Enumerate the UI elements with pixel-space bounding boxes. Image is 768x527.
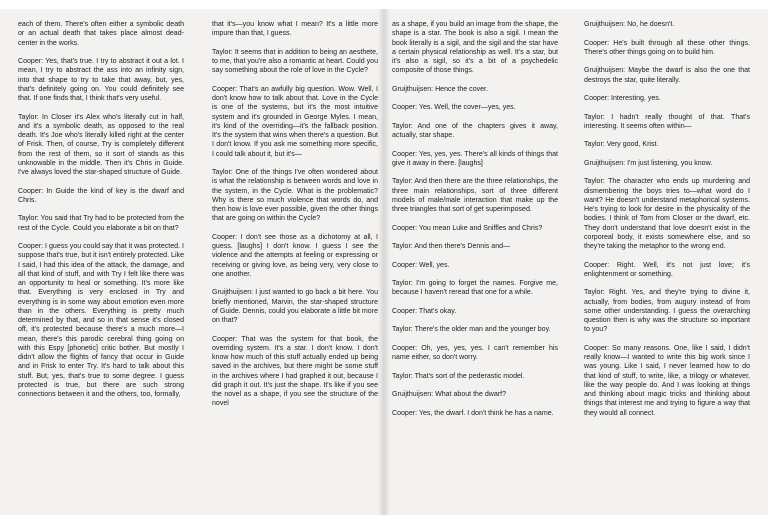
paragraph: Taylor: And one of the chapters gives it away, actually, star shape.: [392, 122, 558, 139]
paragraph: Cooper: That's okay.: [392, 307, 457, 315]
paragraph: Cooper: Right. Well, it's not just love; it's enlightenment or something.: [584, 261, 750, 278]
paragraph: Taylor: And then there's Dennis and—: [392, 243, 511, 250]
paragraph: Taylor: You said that Try had to be protected from the rest of the Cycle. Could you elaborate a bit on that?: [18, 215, 184, 232]
paragraph: as a shape, if you build an image from the shape, the shape is a star. The book is also a sigil. I mean the book literally is a sigil, and the sigil and the star have a certain physical relationship as well. It's a star, but it's also a sigil, so it's a bit of a psychedelic composite of those things.: [392, 21, 558, 75]
paragraph: Taylor: That's sort of the pederastic model.: [392, 372, 525, 380]
paragraph: Gruijthuijsen: Maybe the dwarf is also the one that destroys the star, quite literally.: [584, 67, 750, 84]
paragraph: Taylor: Right. Yes, and they're trying to divine it, actually, from bodies, from augury instead of from some other understanding. I guess the overarching question then is why was the structure so important to you?: [584, 289, 750, 334]
paragraph: Taylor: There's the older man and the younger boy.: [392, 326, 551, 334]
paragraph: Cooper: Yes. Well, the cover—yes, yes.: [392, 104, 516, 112]
paragraph: each of them. There's often either a symbolic death or an actual death that takes place almost dead-center in the works.: [18, 21, 184, 47]
paragraph: Cooper: In Guide the kind of key is the dwarf and Chris.: [18, 187, 184, 204]
book-gutter: [378, 9, 390, 515]
paragraph: Cooper: Yes, that's true. I try to abstract it out a lot. I mean, I try to abstract the ass into an infinity sign, into that shape to try to take that away, but, yes, that's definitely going on. You could definitely see that. If one finds that, I think that's very useful.: [18, 58, 184, 102]
paragraph: Gruijthuijsen: What about the dwarf?: [392, 391, 506, 398]
paragraph: Gruijthuijsen: I just wanted to go back a bit here. You briefly mentioned, Marvin, the star-shaped structure of Guide. Dennis, could you elaborate a little bit more on that?: [212, 289, 378, 324]
paragraph: Taylor: The character who ends up murdering and dismembering the boys tries to—what word do I want? He doesn't understand metaphorical systems. He's trying to look for desire in the physicality of the bodies. I think of Tom from Closer or the dwarf, etc. They don't understand that love doesn't exist in the corporeal body, it exists somewhere else, and so they're taking the metaphor to the wrong end.: [584, 178, 750, 250]
left-page-column-2: [212, 20, 378, 418]
paragraph: Taylor: And then there are the three relationships, the three main relationships, sort of three different models of male/male interaction that make up the three triangles that sort of get superimposed.: [392, 178, 558, 213]
right-page: [384, 9, 768, 515]
paragraph: Gruijthuijsen: No, he doesn't.: [584, 21, 675, 28]
paragraph: Cooper: I don't see those as a dichotomy at all, I guess. [laughs] I don't know. I guess I see the violence and the attempts at feeling or expressing or receiving or giving love, as being very, very close to one another.: [212, 233, 378, 278]
right-page-column-1: [392, 20, 558, 427]
paragraph: Cooper: Well, yes.: [392, 261, 450, 269]
paragraph: Cooper: That was the system for that book, the overriding system. It's a star. I don't know. I don't know how much of this stuff actually ended up being saved in the archives, but there might be some stuff in the archives where I had graphed it out, because I did graph it out. It's just the shape. It's like if you see the novel as a shape, if you see the structure of the novel: [212, 335, 378, 408]
paragraph: Cooper: Oh, yes, yes, yes. I can't remember his name either, so don't worry.: [392, 344, 558, 361]
right-page-column-2: [584, 20, 750, 427]
paragraph: Taylor: In Closer it's Alex who's literally cut in half, and it's a symbolic death, as opposed to the real death. It's Joe who's literally killed right at the center of Frisk. Then, of course, Try is completely different from the rest of them, so it sort of stands as this unknowable in the middle. Then it's Chris in Guide. I've always loved the star-shaped structure of Guide.: [18, 113, 184, 176]
paragraph: Taylor: I hadn't really thought of that. That's interesting. It seems often within—: [584, 113, 750, 130]
paragraph: Taylor: Very good, Krist.: [584, 141, 659, 149]
paragraph: Cooper: Interesting, yes.: [584, 95, 661, 102]
paragraph: Cooper: So many reasons. One, like I said, I didn't really know—I wanted to write this big work since I was young. Like I said, I never learned how to do that kind of stuff, to write, like, a trilogy or whatever, like the way people do. And I was looking at things and thinking about magic tricks and thinking about things that interest me and trying to figure a way that they would all connect.: [584, 344, 750, 417]
paragraph: Cooper: You mean Luke and Sniffles and Chris?: [392, 224, 543, 232]
left-page-column-1: [18, 20, 184, 409]
paragraph: Gruijthuijsen: Hence the cover.: [392, 85, 488, 93]
paragraph: Cooper: He's built through all these other things. There's other things going on to build him.: [584, 39, 750, 56]
paragraph: Taylor: I'm going to forget the names. Forgive me, because I haven't reread that one for a while.: [392, 280, 558, 297]
paragraph: Cooper: I guess you could say that it was protected. I suppose that's true, but it isn't entirely protected. Like I said, I had this idea of the attack, the damage, and all that kind of stuff, and with Try I felt like there was an opportunity to heal or something. It's more like that. Everything is very enclosed in Try and everything is in some way about emotion even more than in the others. Everything is pretty much determined by that, and so in that sense it's closed off, it's protected because there's a much more—I mean, there's this parodic cerebral thing going on with this Espy [phonetic] critic bother. But mostly I didn't allow the flights of fancy that occur in Guide and in Frisk to enter Try. It's hard to talk about this stuff. But, yes, that's true to some degree. I guess protected is true, but there are such strong connections between it and the others, too, formally,: [18, 243, 184, 398]
paragraph: Cooper: That's an awfully big question. Wow. Well, I don't know how to talk about that. Love in the Cycle is one of the systems, but it's the most intuitive system and it's grounded in George Myles. I mean, it's kind of the overriding—it's the fallback position. It's the system that wins when there's a question. But I don't know. If you ask me something more specific, I could talk about it, but it's—: [212, 85, 378, 158]
paragraph: Cooper: Yes, yes, yes. There's all kinds of things that give it away in there. [laughs]: [392, 150, 558, 167]
paragraph: Taylor: It seems that in addition to being an aesthete, to me, that you're also a romantic at heart. Could you say something about the role of love in the Cycle?: [212, 48, 378, 75]
paragraph: Taylor: One of the things I've often wondered about is what the relationship is between words and love in the system, in the Cycle. What is the problematic? Why is there so much violence that words do, and then how is love ever possible, given the other things that are going on within the Cycle?: [212, 169, 378, 223]
paragraph: Cooper: Yes, the dwarf. I don't think he has a name.: [392, 409, 554, 417]
paragraph: that it's—you know what I mean? It's a little more impure than that, I guess.: [212, 21, 378, 38]
left-page: [0, 9, 384, 515]
paragraph: Gruijthuijsen: I'm just listening, you know.: [584, 159, 713, 167]
